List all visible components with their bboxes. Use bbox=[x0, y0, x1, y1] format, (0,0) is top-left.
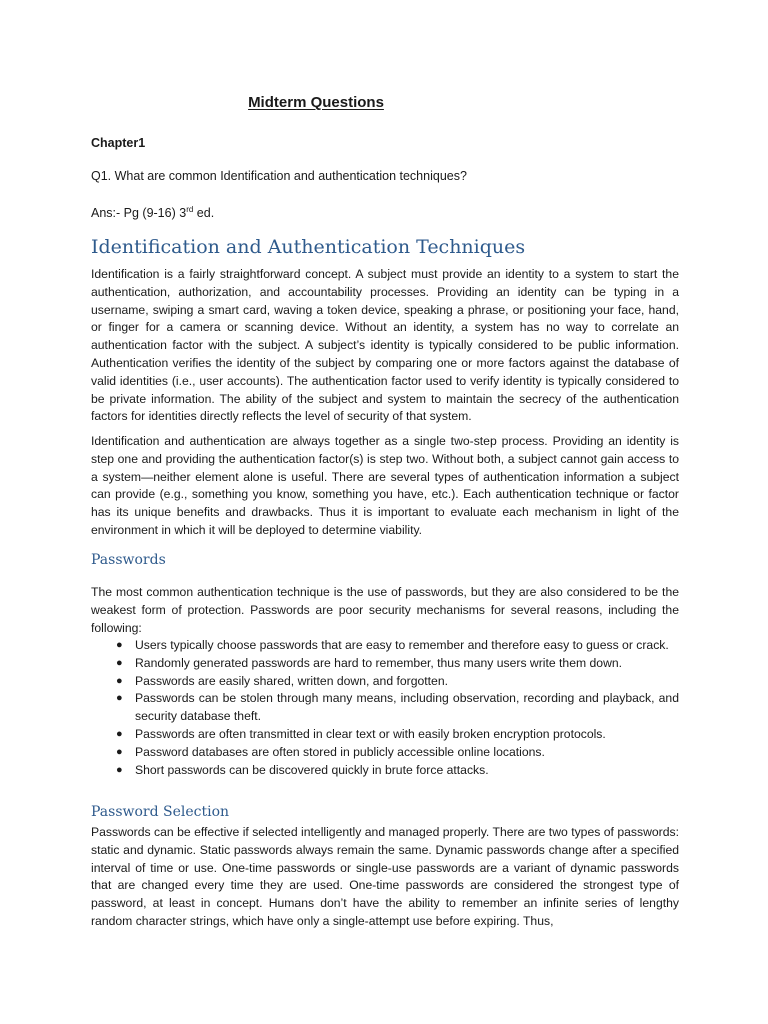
list-item-text: Passwords are easily shared, written down, and forgotten. bbox=[135, 673, 448, 688]
passwords-intro-paragraph: The most common authentication technique is the use of passwords, but they are also considered to be the weakest form of protection. Passwords are poor security mechanisms for several reasons, including the following: bbox=[91, 585, 679, 635]
list-item bbox=[91, 690, 679, 726]
section-heading: Identification and Authentication Techniques bbox=[91, 236, 526, 258]
answer-suffix: ed. bbox=[193, 206, 215, 221]
bullet-icon: ● bbox=[116, 745, 123, 758]
list-item bbox=[91, 762, 679, 780]
list-item-text: Passwords are often transmitted in clear text or with easily broken encryption protocols. bbox=[135, 726, 606, 741]
password-selection-paragraph: Passwords can be effective if selected intelligently and managed properly. There are two types of passwords: static and dynamic. Static passwords always remain the same. Dynamic passwords change after a specified interval of time or use. One-time passwords or single-use passwords are a variant of dynamic passwords that are changed every time they are used. One-time passwords are considered the strongest type of password, at least in concept. Humans don’t have the ability to remember an infinite series of lengthy random character strings, which have only a single-attempt use before expiring. Thus, bbox=[91, 825, 679, 928]
bullet-icon: ● bbox=[116, 692, 123, 705]
list-item-text: Randomly generated passwords are hard to remember, thus many users write them down. bbox=[135, 655, 623, 670]
chapter-label: Chapter1 bbox=[91, 136, 146, 150]
list-item bbox=[91, 726, 679, 744]
list-item-text: Short passwords can be discovered quickly in brute force attacks. bbox=[135, 762, 489, 777]
answer-prefix: Ans:- Pg (9-16) 3 bbox=[91, 206, 187, 221]
identification-paragraph: Identification is a fairly straightforward concept. A subject must provide an identity to a system to start the authentication, authorization, and accountability processes. Providing an identity can be typing in a username, swiping a smart card, waving a token device, speaking a phrase, or positioning your face, hand, or finger for a camera or scanning device. Without an identity, a system has no way to correlate an authentication factor with the subject. A subject’s identity is typically considered to be public information. Authentication verifies the identity of the subject by comparing one or more factors against the database of valid identities (i.e., user accounts). The authentication factor used to verify identity is typically considered to be private information. The ability of the subject and system to maintain the secrecy of the authentication factors for identities directly reflects the level of security of that system. bbox=[91, 267, 679, 424]
bullet-icon: ● bbox=[116, 639, 123, 651]
list-item bbox=[91, 637, 679, 655]
list-item-text: Passwords can be stolen through many means, including observation, recording and playback, and security database theft. bbox=[135, 691, 679, 724]
password-selection-heading: Password Selection bbox=[91, 804, 230, 820]
answer-superscript: rd bbox=[186, 205, 194, 214]
bullet-icon: ● bbox=[116, 727, 123, 740]
passwords-heading: Passwords bbox=[91, 552, 166, 568]
list-item bbox=[91, 673, 679, 691]
password-weakness-list bbox=[91, 637, 679, 779]
bullet-icon: ● bbox=[116, 763, 123, 776]
answer-reference bbox=[91, 201, 214, 222]
page-title: Midterm Questions bbox=[248, 94, 384, 111]
question-text: Q1. What are common Identification and authentication techniques? bbox=[91, 169, 467, 183]
list-item-text: Users typically choose passwords that are easy to remember and therefore easy to guess or crack. bbox=[135, 638, 669, 652]
list-item bbox=[91, 655, 679, 673]
bullet-icon: ● bbox=[116, 656, 123, 669]
bullet-icon: ● bbox=[116, 674, 123, 687]
list-item-text: Password databases are often stored in publicly accessible online locations. bbox=[135, 744, 545, 759]
list-item bbox=[91, 744, 679, 762]
two-step-paragraph: Identification and authentication are always together as a single two-step process. Providing an identity is step one and providing the authentication factor(s) is step two. Without both, a subject cannot gain access to a system—neither element alone is useful. There are several types of authentication information a subject can provide (e.g., something you know, something you have, etc.). Each authentication technique or factor has its unique benefits and drawbacks. Thus it is important to evaluate each mechanism in light of the environment in which it will be deployed to determine viability. bbox=[91, 434, 679, 537]
